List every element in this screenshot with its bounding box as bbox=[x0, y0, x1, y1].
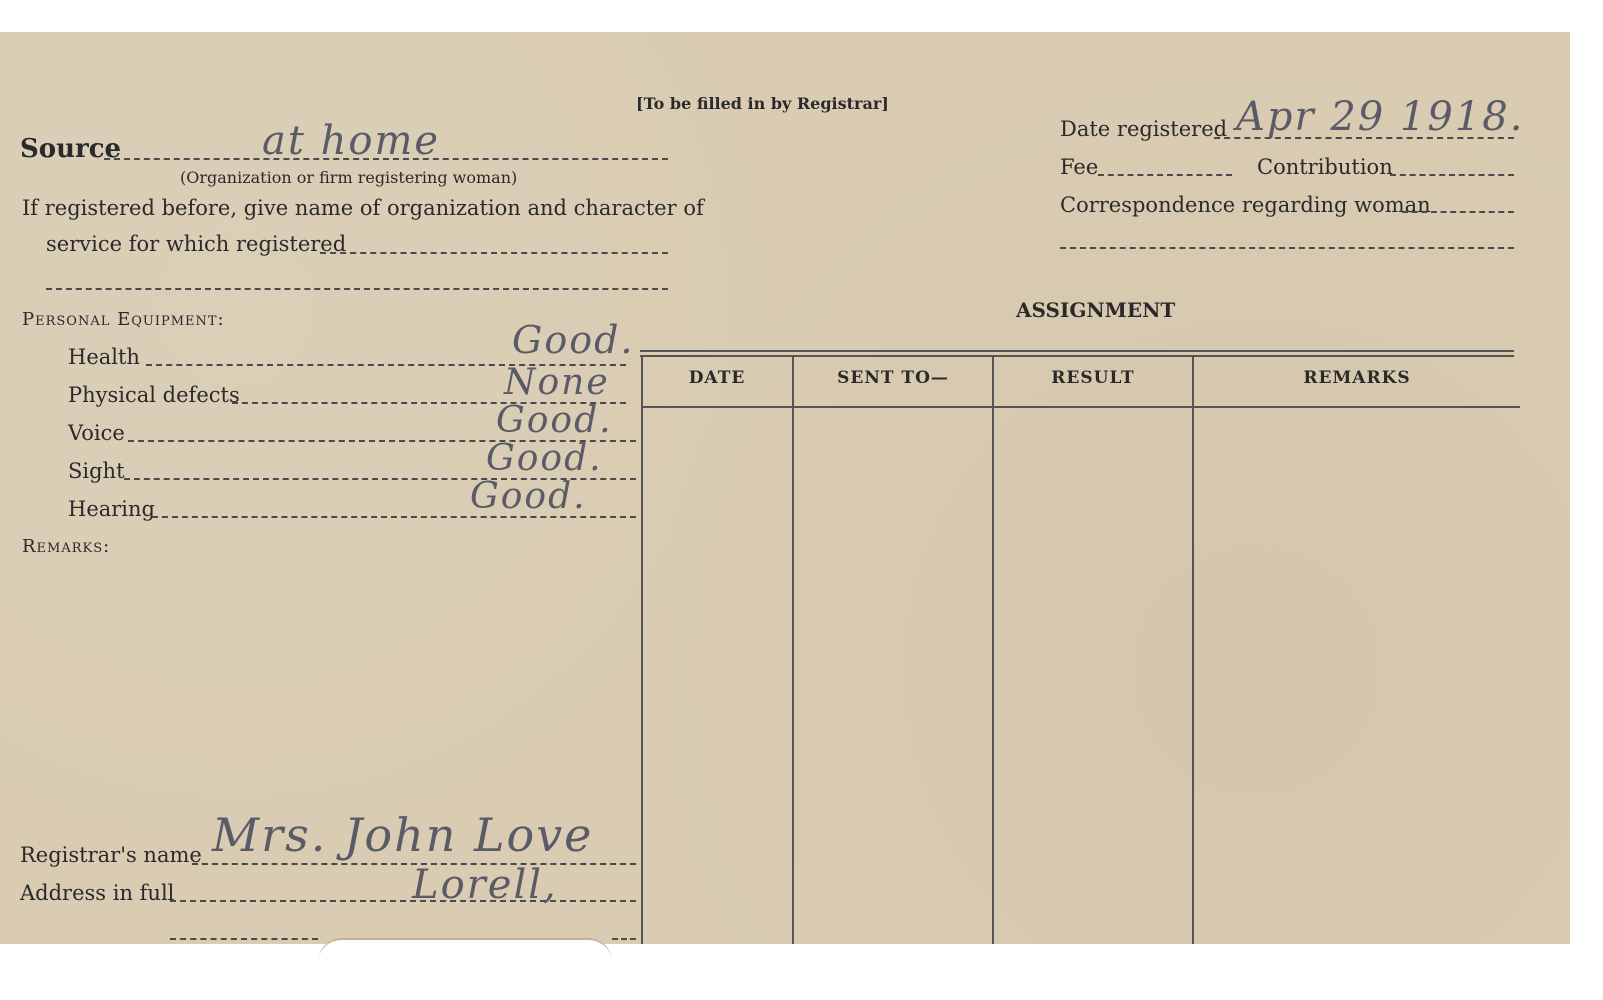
card-tab-notch bbox=[318, 938, 612, 1000]
registrar-name-label: Registrar's name bbox=[20, 843, 202, 867]
physical-defects-value: None bbox=[504, 362, 610, 403]
service-line bbox=[320, 252, 668, 254]
correspondence-label: Correspondence regarding woman bbox=[1060, 193, 1431, 217]
registrar-name-value: Mrs. John Love bbox=[212, 808, 594, 862]
address-label: Address in full bbox=[20, 881, 175, 905]
service-registered-text: service for which registered bbox=[46, 232, 347, 256]
assignment-title: ASSIGNMENT bbox=[1016, 298, 1176, 322]
registrar-note: [To be filled in by Registrar] bbox=[636, 94, 889, 113]
hearing-value: Good. bbox=[470, 476, 587, 517]
assignment-top-rule bbox=[640, 350, 1514, 352]
source-label: Source bbox=[20, 134, 122, 164]
column-header-date: DATE bbox=[688, 368, 746, 388]
health-value: Good. bbox=[512, 318, 635, 362]
address-value: Lorell, bbox=[412, 862, 558, 908]
sight-label: Sight bbox=[68, 459, 125, 483]
personal-equipment-title: Personal Equipment: bbox=[22, 309, 225, 330]
sight-value: Good. bbox=[486, 438, 603, 479]
fee-label: Fee bbox=[1060, 155, 1099, 179]
table-divider-1 bbox=[792, 356, 794, 944]
fee-line bbox=[1098, 174, 1232, 176]
hearing-label: Hearing bbox=[68, 497, 155, 521]
column-header-result: RESULT bbox=[1051, 368, 1135, 388]
extra-service-line bbox=[46, 288, 668, 290]
table-border-left bbox=[641, 356, 643, 944]
source-value: at home bbox=[262, 118, 441, 164]
date-registered-value: Apr 29 1918. bbox=[1236, 94, 1525, 140]
voice-value: Good. bbox=[496, 400, 613, 441]
date-registered-label: Date registered bbox=[1060, 117, 1228, 141]
contribution-label: Contribution bbox=[1257, 155, 1393, 179]
contribution-line bbox=[1390, 174, 1514, 176]
physical-defects-label: Physical defects bbox=[68, 383, 240, 407]
table-header-rule bbox=[642, 406, 1520, 408]
voice-label: Voice bbox=[68, 421, 125, 445]
health-label: Health bbox=[68, 345, 140, 369]
source-caption: (Organization or firm registering woman) bbox=[180, 168, 518, 187]
table-divider-2 bbox=[992, 356, 994, 944]
column-header-sent-to: SENT TO— bbox=[837, 368, 949, 388]
registered-before-text: If registered before, give name of organization and character of bbox=[22, 196, 704, 220]
address-line bbox=[170, 900, 636, 902]
correspondence-extra-line bbox=[1060, 247, 1514, 249]
correspondence-line bbox=[1402, 211, 1514, 213]
remarks-label: Remarks: bbox=[22, 536, 111, 557]
assignment-top-rule-2 bbox=[640, 355, 1514, 357]
address-extra-line-left bbox=[170, 938, 318, 940]
address-extra-line-right bbox=[612, 938, 636, 940]
table-divider-3 bbox=[1192, 356, 1194, 944]
column-header-remarks: REMARKS bbox=[1303, 368, 1411, 388]
